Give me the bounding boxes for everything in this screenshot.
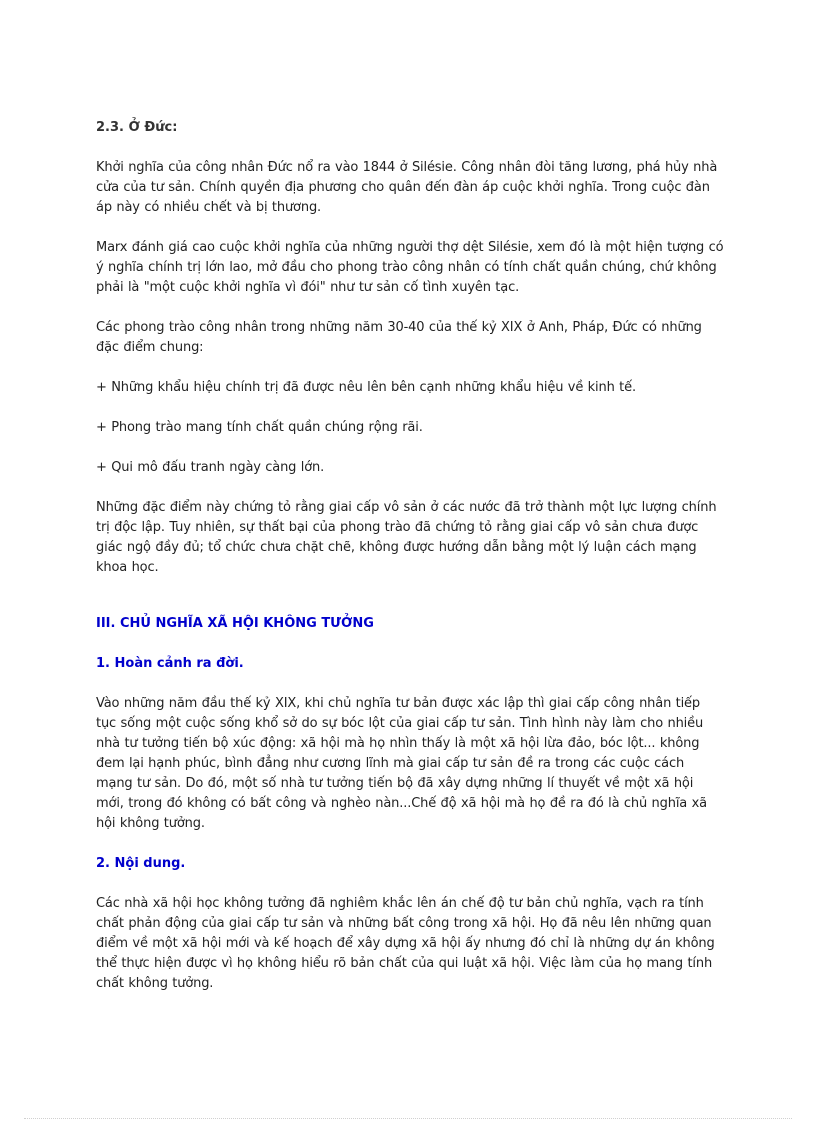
heading-2-3: 2.3. Ở Đức: <box>96 120 178 135</box>
paragraph-content: Các nhà xã hội học không tưởng đã nghiêm khắc lên án chế độ tư bản chủ nghĩa, vạch ra tính chất phản động của giai cấp tư sản và những bất công trong xã hội. Họ đã nêu lên những quan điểm về một xã hội mới và kế hoạch để xây dựng xã hội ấy nhưng đó chỉ là những dự án không thể thực hiện được vì họ không hiểu rõ bản chất của qui luật xã hội. Việc làm của họ mang tính chất không tưởng. <box>96 896 715 991</box>
document-page <box>96 118 724 994</box>
paragraph-background: Vào những năm đầu thế kỷ XIX, khi chủ nghĩa tư bản được xác lập thì giai cấp công nhân tiếp tục sống một cuộc sống khổ sở do sự bóc lột của giai cấp tư sản. Tình hình này làm cho nhiều nhà tư tưởng tiến bộ xúc động: xã hội mà họ nhìn thấy là một xã hội lừa đảo, bóc lột... không đem lại hạnh phúc, bình đẳng như cương lĩnh mà giai cấp tư sản đề ra trong các cuộc cách mạng tư sản. Do đó, một số nhà tư tưởng tiến bộ đã xây dựng những lí thuyết về một xã hội mới, trong đó không có bất công và nghèo nàn...Chế độ xã hội mà họ đề ra đó là chủ nghĩa xã hội không tưởng. <box>96 696 707 831</box>
heading-section-III: III. CHỦ NGHĨA XÃ HỘI KHÔNG TƯỞNG <box>96 616 374 631</box>
heading-content: 2. Nội dung. <box>96 856 186 871</box>
paragraph-common-traits: Các phong trào công nhân trong những năm 30-40 của thế kỷ XIX ở Anh, Pháp, Đức có những đặc điểm chung: <box>96 320 702 355</box>
bullet-political-slogans: + Những khẩu hiệu chính trị đã được nêu lên bên cạnh những khẩu hiệu về kinh tế. <box>96 380 636 395</box>
heading-background: 1. Hoàn cảnh ra đời. <box>96 656 244 671</box>
bullet-mass-movement: + Phong trào mang tính chất quần chúng rộng rãi. <box>96 420 423 435</box>
page-bottom-divider <box>24 1118 792 1119</box>
paragraph-marx: Marx đánh giá cao cuộc khởi nghĩa của những người thợ dệt Silésie, xem đó là một hiện tượng có ý nghĩa chính trị lớn lao, mở đầu cho phong trào công nhân có tính chất quần chúng, chứ không phải là "một cuộc khởi nghĩa vì đói" như tư sản cố tình xuyên tạc. <box>96 240 724 295</box>
paragraph-conclusion: Những đặc điểm này chứng tỏ rằng giai cấp vô sản ở các nước đã trở thành một lực lượng chính trị độc lập. Tuy nhiên, sự thất bại của phong trào đã chứng tỏ rằng giai cấp vô sản chưa được giác ngộ đầy đủ; tổ chức chưa chặt chẽ, không được hướng dẫn bằng một lý luận cách mạng khoa học. <box>96 500 717 575</box>
paragraph-uprising: Khởi nghĩa của công nhân Đức nổ ra vào 1844 ở Silésie. Công nhân đòi tăng lương, phá hủy nhà cửa của tư sản. Chính quyền địa phương cho quân đến đàn áp cuộc khởi nghĩa. Trong cuộc đàn áp này có nhiều chết và bị thương. <box>96 160 718 215</box>
bullet-growing-scale: + Qui mô đấu tranh ngày càng lớn. <box>96 460 325 475</box>
